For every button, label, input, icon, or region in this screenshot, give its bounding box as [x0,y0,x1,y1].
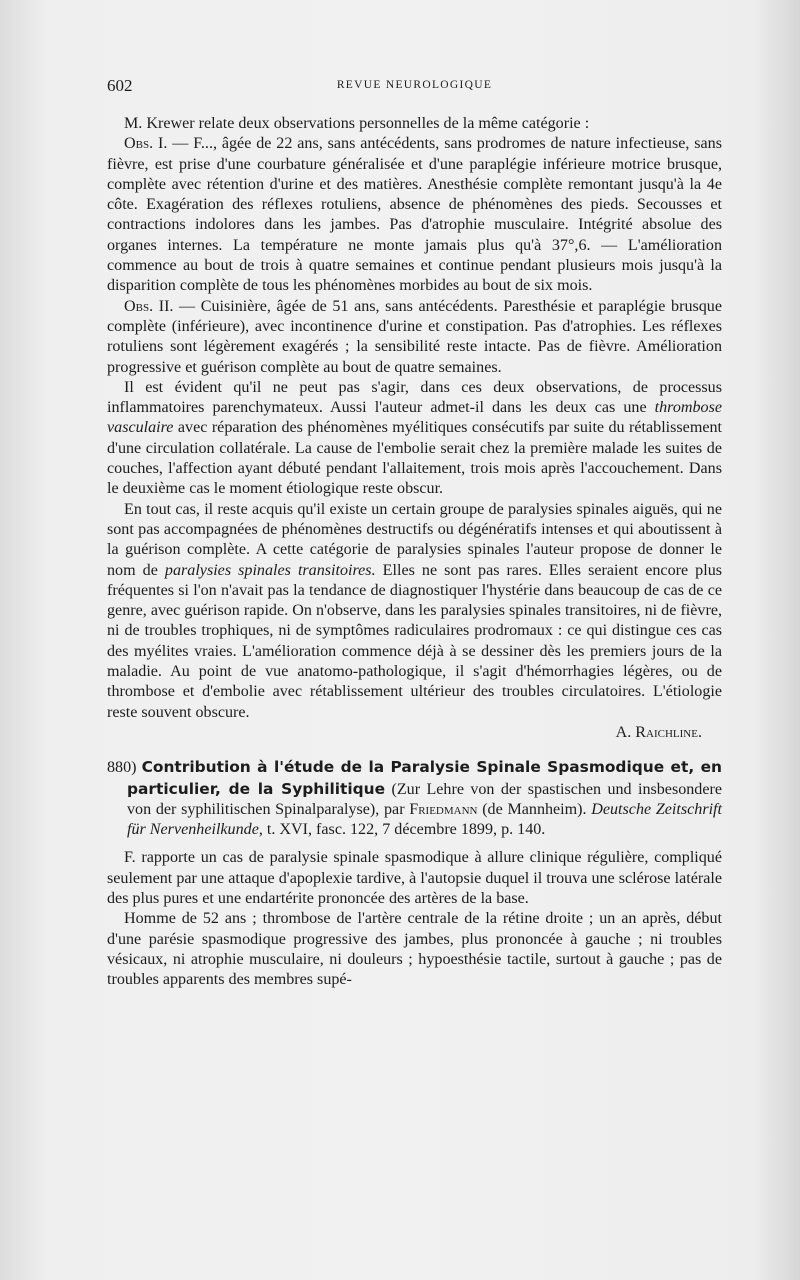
observation-2 [107,297,722,378]
entry-subtitle: (Zur Lehre von der spastischen und insbesondere von der syphilitischen Spinalparalyse), par [127,780,723,818]
entry-citation: , t. XVI, fasc. 122, 7 décembre 1899, p. 140. [258,821,546,839]
discussion-paragraph [107,378,722,500]
case-paragraph: Homme de 52 ans ; thrombose de l'artère centrale de la rétine droite ; un an après, début d'une parésie spasmodique progressive des jambes, plus prononcée à gauche ; ni troubles vésicaux, ni atrophie musculaire, ni douleurs ; hypoesthésie tactile, surtout à gauche ; pas de troubles apparents des membres supé- [107,910,722,989]
entry-number: 880) [107,759,137,777]
observation-1-label: Obs. I. [124,135,168,153]
observation-2-text: — Cuisinière, âgée de 51 ans, sans antécédents. Paresthésie et paraplégie brusque complète (inférieure), avec incontinence d'urine et constipation. Pas d'atrophies. Les réflexes rotuliens sont légèrement exagérés ; la sensibilité reste intacte. Pas de fièvre. Amélioration progressive et guérison complète au bout de quatre semaines. [107,297,722,376]
entry-author: Friedmann [409,800,478,818]
page-header [107,76,722,98]
conclusion-emphasis: paralysies spinales transitoires. [164,561,376,579]
running-title: REVUE NEUROLOGIQUE [336,79,493,91]
signature: A. Raichline. [615,723,702,741]
bibliography-entry [107,757,722,840]
discussion-text-b: avec réparation des phénomènes myélitiques consécutifs par suite du rétablissement d'une circulation collatérale. La cause de l'embolie serait chez la première malade les suites de couches, l'affection ayant débuté pendant l'allaitement, trois mois après l'accouchement. Dans le deuxième cas le moment étiologique reste obscur. [107,419,722,498]
conclusion-text-b: Elles ne sont pas rares. Elles seraient encore plus fréquentes si l'on n'avait pas la tendance de diagnostiquer l'hystérie dans beaucoup de cas de ce genre, avec guérison rapide. On n'observe, dans les paralysies spinales transitoires, ni de fièvre, ni de troubles trophiques, ni de symptômes radiculaires prodromaux : ce qui distingue ces cas des myélites vraies. L'amélioration commence déjà à se dessiner dès les premiers jours de la maladie. Au point de vue anatomo-pathologique, il s'agit d'hémorrhagies légères, ou de thrombose et d'embolie avec rétablissement ultérieur des troubles circulatoires. L'étiologie reste souvent obscure. [107,561,722,721]
conclusion-paragraph [107,500,722,723]
page-body [107,114,722,990]
discussion-text-a: Il est évident qu'il ne peut pas s'agir, dans ces deux observations, de processus inflammatoires parenchymateux. Aussi l'auteur admet-il dans les deux cas une [107,378,722,417]
entry-author-place: (de Mannheim). [477,800,592,818]
observation-1-text: — F..., âgée de 22 ans, sans antécédents, sans prodromes de nature infectieuse, sans fièvre, est prise d'une courbature généralisée et d'une paraplégie inférieure motrice brusque, complète avec rétention d'urine et des matières. Anesthésie complète remontant jusqu'à la 4e côte. Exagération des réflexes rotuliens, absence de phénomènes des pieds. Secousses et contractions indolores dans les jambes. Pas d'atrophie musculaire. Intégrité absolue des organes internes. La température ne monte jamais plus qu'à 37°,6. — L'amélioration commence au bout de trois à quatre semaines et continue pendant plusieurs mois jusqu'à la disparition complète de tous les phénomènes morbides au bout de six mois. [107,135,722,295]
observation-1 [107,134,722,296]
signature-line [107,723,722,743]
page-number: 602 [107,76,133,95]
entry-journal: Deutsche Zeitschrift für Nervenheilkunde [127,800,722,839]
intro-paragraph: M. Krewer relate deux observations personnelles de la même catégorie : [124,115,590,132]
summary-paragraph: F. rapporte un cas de paralysie spinale spasmodique à allure clinique régulière, compliqué seulement par une attaque d'apoplexie tardive, à l'autopsie duquel il trouva une sclérose latérale des plus pures et une endartérite prononcée des artères de la base. [107,849,722,907]
observation-2-label: Obs. II. [124,297,174,315]
conclusion-text-a: En tout cas, il reste acquis qu'il existe un certain groupe de paralysies spinales aiguës, qui ne sont pas accompagnées de phénomènes destructifs ou dégénératifs intenses et qui aboutissent à la guérison complète. A cette catégorie de paralysies spinales l'auteur propose de donner le nom de [107,500,722,579]
entry-title: Contribution à l'étude de la Paralysie Spinale Spasmodique et, en particulier, de la Syphilitique [127,758,722,798]
discussion-emphasis: thrombose vasculaire [107,399,722,437]
